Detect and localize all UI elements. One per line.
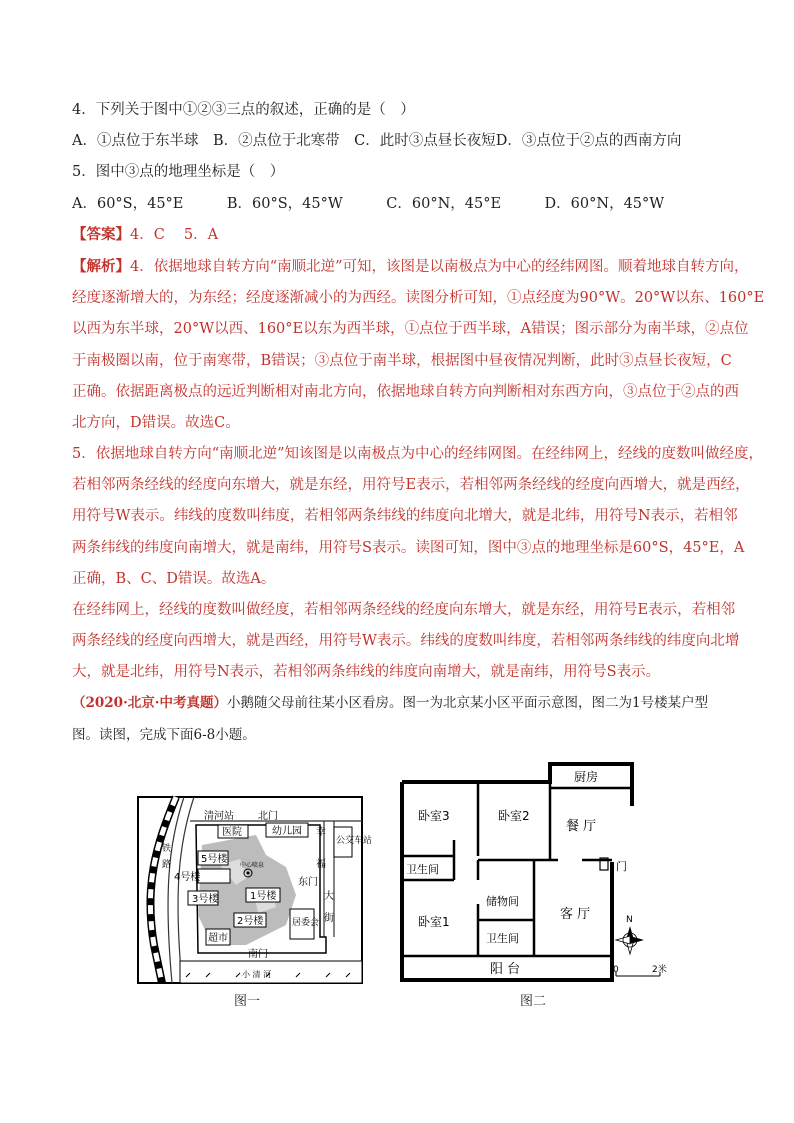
scale-zero: 0 bbox=[613, 965, 619, 975]
label-rail-1: 铁 bbox=[162, 844, 172, 854]
label-north-gate: 北门 bbox=[258, 811, 278, 822]
room-bedroom-3: 卧室3 bbox=[418, 809, 450, 823]
source-tag: （2020·北京·中考真题） bbox=[72, 695, 227, 711]
scale-label: 2米 bbox=[652, 965, 667, 975]
label-jie: 街 bbox=[324, 913, 334, 924]
figure-1-caption: 图一 bbox=[234, 994, 261, 1009]
north-arrow-icon bbox=[616, 926, 644, 954]
label-east-gate: 东门 bbox=[298, 877, 318, 888]
analysis-line-7: 若相邻两条经线的经度向东增大，就是东经，用符号E表示，若相邻两条经线的经度向西增大，就是西经， bbox=[72, 477, 750, 493]
label-da: 大 bbox=[324, 891, 334, 902]
label-kindergarten: 幼儿园 bbox=[272, 826, 302, 837]
label-north: N bbox=[626, 915, 633, 925]
room-bathroom-1: 卫生间 bbox=[406, 863, 439, 876]
question-5: 5．图中③点的地理坐标是（ ） bbox=[72, 164, 285, 180]
room-kitchen: 厨房 bbox=[574, 770, 599, 784]
room-balcony: 阳 台 bbox=[490, 962, 521, 977]
analysis-line-4: 正确。依据距离极点的远近判断相对南北方向，依据地球自转方向判断相对东西方向，③点位于②点的西 bbox=[72, 384, 739, 400]
label-supermarket: 超市 bbox=[208, 933, 228, 944]
analysis-line-9: 两条纬线的纬度向南增大，就是南纬，用符号S表示。读图可知，图中③点的地理坐标是60°S，45°E，A bbox=[72, 540, 745, 556]
intro-line-2: 图。读图，完成下面6-8小题。 bbox=[72, 727, 256, 743]
label-building-4: 4号楼 bbox=[174, 872, 201, 883]
label-building-1: 1号楼 bbox=[250, 891, 277, 902]
label-river: 小 清 河 bbox=[242, 970, 272, 979]
label-xing: 幸 bbox=[316, 827, 326, 838]
label-building-3: 3号楼 bbox=[192, 894, 219, 905]
label-hospital: 医院 bbox=[222, 827, 242, 838]
question-5-options: A．60°S，45°E B．60°S，45°W C．60°N，45°E D．60°N，45°W bbox=[72, 196, 665, 212]
label-bus-station: 公交车站 bbox=[336, 836, 373, 846]
analysis-line-11: 在经纬网上，经线的度数叫做经度，若相邻两条经线的经度向东增大，就是东经，用符号E表示，若相邻 bbox=[72, 602, 736, 618]
room-living: 客 厅 bbox=[560, 907, 591, 922]
analysis-line-8: 用符号W表示。纬线的度数叫纬度，若相邻两条纬线的纬度向北增大，就是北纬，用符号N表示，若相邻 bbox=[72, 508, 738, 524]
figure-2-floorplan bbox=[398, 760, 688, 986]
analysis-text: 4．依据地球自转方向“南顺北逆”可知，该图是以南极点为中心的经纬网图。顺着地球自转方向， bbox=[130, 259, 749, 275]
room-bathroom-2: 卫生间 bbox=[486, 932, 519, 945]
label-building-5: 5号楼 bbox=[201, 854, 228, 865]
answer-tag: 【答案】 bbox=[72, 226, 130, 243]
label-center: 中心喷泉 bbox=[240, 862, 265, 869]
label-rail-2: 路 bbox=[162, 860, 172, 870]
room-bedroom-2: 卧室2 bbox=[498, 809, 530, 823]
analysis-line-1: 经度逐渐增大的，为东经；经度逐渐减小的为西经。读图分析可知，①点经度为90°W。20°W以东、160°E bbox=[72, 290, 765, 306]
label-building-2: 2号楼 bbox=[237, 916, 264, 927]
analysis-line-13: 大，就是北纬，用符号N表示，若相邻两条纬线的纬度向南增大，就是南纬，用符号S表示。 bbox=[72, 664, 661, 680]
intro-text: 小鹅随父母前往某小区看房。图一为北京某小区平面示意图，图二为1号楼某户型 bbox=[226, 695, 709, 711]
analysis-line-0 bbox=[72, 256, 749, 278]
analysis-line-6: 5．依据地球自转方向“南顺北逆”知该图是以南极点为中心的经纬网图。在经纬网上，经线的度数叫做经度， bbox=[72, 446, 764, 462]
label-fu: 福 bbox=[316, 859, 326, 870]
analysis-line-10: 正确，B、C、D错误。故选A。 bbox=[72, 571, 276, 587]
analysis-line-12: 两条经线的经度向西增大，就是西经，用符号W表示。纬线的度数叫纬度，若相邻两条纬线的纬度向北增 bbox=[72, 633, 740, 649]
intro-line-1 bbox=[72, 692, 708, 714]
answer-text: 4．C 5．A bbox=[130, 227, 219, 243]
label-committee: 居委会 bbox=[292, 918, 320, 928]
room-bedroom-1: 卧室1 bbox=[418, 915, 450, 929]
room-storage: 储物间 bbox=[486, 895, 519, 908]
analysis-line-5: 北方向，D错误。故选C。 bbox=[72, 415, 240, 431]
answer-line bbox=[72, 224, 218, 246]
analysis-tag: 【解析】 bbox=[72, 258, 130, 275]
question-4-options: A．①点位于东半球 B．②点位于北寒带 C．此时③点昼长夜短D．③点位于②点的西南方向 bbox=[72, 133, 682, 149]
label-south-gate: 南门 bbox=[248, 949, 268, 960]
analysis-line-2: 以西为东半球，20°W以西、160°E以东为西半球，①点位于西半球，A错误；图示部分为南半球，②点位 bbox=[72, 321, 749, 337]
room-dining: 餐 厅 bbox=[566, 819, 597, 834]
figure-1-map bbox=[136, 795, 373, 985]
label-door: 门 bbox=[616, 860, 627, 873]
question-4: 4．下列关于图中①②③三点的叙述，正确的是（ ） bbox=[72, 102, 415, 118]
figure-2-caption: 图二 bbox=[520, 994, 547, 1009]
analysis-line-3: 于南极圈以南，位于南寒带，B错误；③点位于南半球，根据图中昼夜情况判断，此时③点昼长夜短，C bbox=[72, 353, 732, 369]
label-qinghe-station: 清河站 bbox=[204, 811, 234, 822]
